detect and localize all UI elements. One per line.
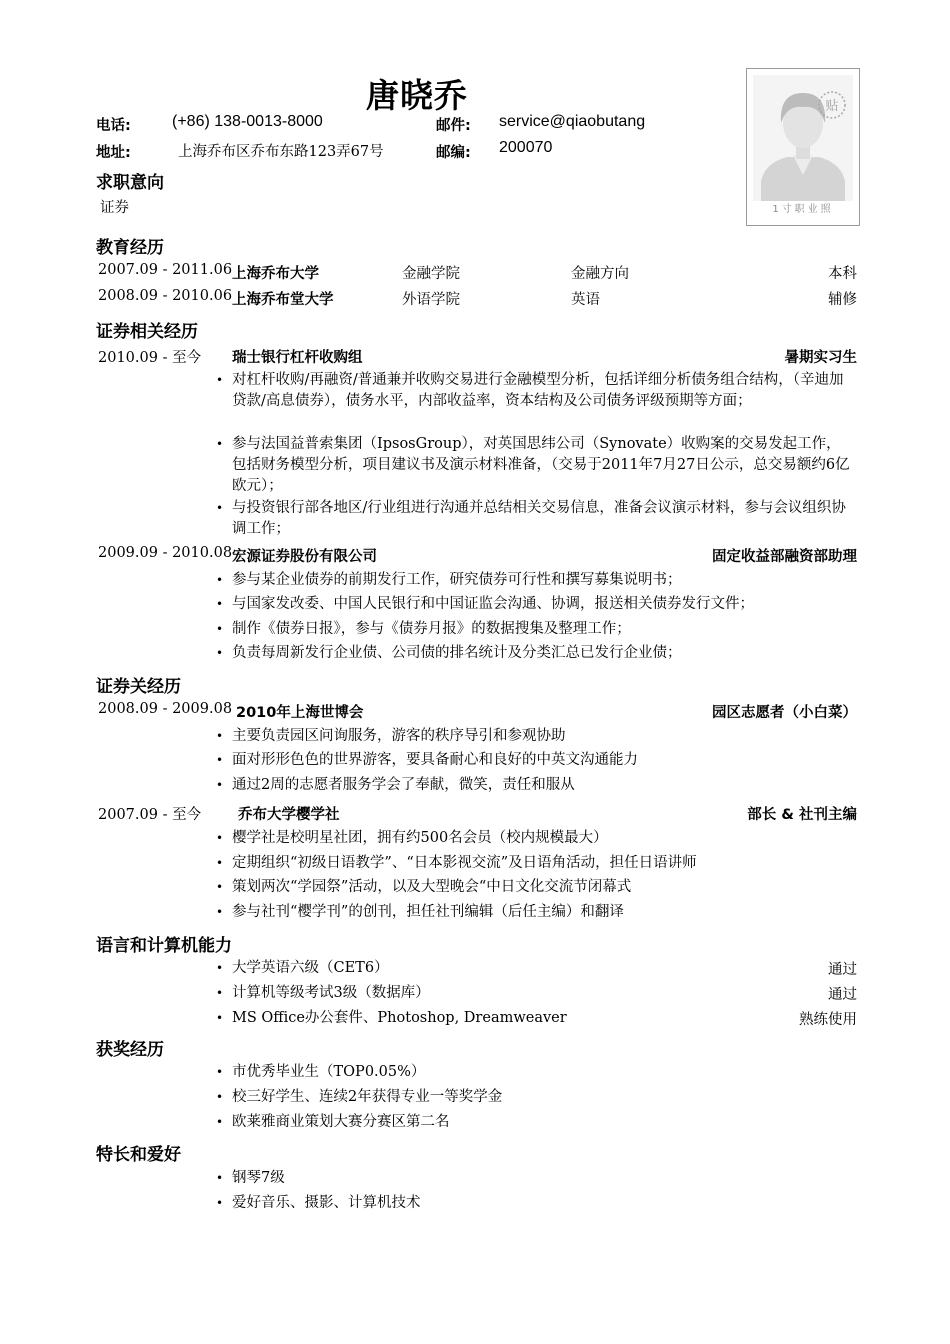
bullet-icon: •: [216, 646, 224, 660]
bullet-icon: •: [216, 753, 224, 767]
zip-value: 200070: [499, 139, 553, 156]
job-duty: 通过2周的志愿者服务学会了奉献，微笑，责任和服从: [232, 777, 575, 793]
edu-college: 外语学院: [402, 292, 460, 308]
bullet-icon: •: [216, 831, 224, 845]
job-duty: 与投资银行部各地区/行业组进行沟通并总结相关交易信息，准备会议演示材料，参与会议组织协调工作；: [232, 500, 846, 537]
job-org: 宏源证券股份有限公司: [232, 549, 377, 565]
edu-major: 英语: [571, 292, 600, 308]
job-duty: 面对形形色色的世界游客，要具备耐心和良好的中英文沟通能力: [232, 752, 638, 768]
address-label: 地址:: [96, 145, 131, 161]
skill-level: 熟练使用: [799, 1012, 857, 1028]
candidate-name: 唐晓乔: [366, 76, 468, 115]
job-role: 固定收益部融资部助理: [712, 549, 857, 565]
hobby-item: 钢琴7级: [232, 1170, 285, 1186]
edu-school: 上海乔布大学: [232, 266, 319, 282]
skill-level: 通过: [828, 987, 857, 1003]
bullet-icon: •: [216, 1011, 224, 1025]
bullet-icon: •: [216, 778, 224, 792]
bullet-icon: •: [216, 905, 224, 919]
zip-label: 邮编:: [436, 145, 471, 161]
award-item: 校三好学生、连续2年获得专业一等奖学金: [232, 1089, 503, 1105]
bullet-icon: •: [216, 373, 224, 387]
bullet-icon: •: [216, 1115, 224, 1129]
phone-label: 电话:: [96, 118, 131, 134]
skill-item: 大学英语六级（CET6）: [232, 960, 389, 976]
award-item: 市优秀毕业生（TOP0.05%）: [232, 1064, 426, 1080]
job-duty: 对杠杆收购/再融资/普通兼并收购交易进行金融模型分析，包括详细分析债务组合结构，（辛迪加贷款/高息债券），债务水平，内部收益率，资本结构及公司债务评级预期等方面；: [232, 372, 844, 409]
job-duty: 樱学社是校明星社团，拥有约500名会员（校内规模最大）: [232, 830, 608, 846]
bullet-icon: •: [216, 729, 224, 743]
edu-date: 2008.09 - 2010.06: [98, 288, 233, 304]
job-duty: 参与社刊“樱学刊”的创刊，担任社刊编辑（后任主编）和翻译: [232, 904, 624, 920]
skills-heading: 语言和计算机能力: [96, 936, 232, 956]
job-org: 瑞士银行杠杆收购组: [232, 350, 363, 366]
award-item: 欧莱雅商业策划大赛分赛区第二名: [232, 1114, 450, 1130]
job-duty: 参与法国益普索集团（IpsosGroup），对英国思纬公司（Synovate）收购案的交易发起工作，包括财务模型分析，项目建议书及演示材料准备，（交易于2011年7月27日公示，总交易额约6亿欧元）；: [232, 436, 850, 494]
hobby-item: 爱好音乐、摄影、计算机技术: [232, 1195, 421, 1211]
photo-caption: 1寸职业照: [772, 204, 834, 215]
hobbies-heading: 特长和爱好: [96, 1145, 181, 1165]
bullet-icon: •: [216, 1171, 224, 1185]
job-duty: 参与某企业债券的前期发行工作，研究债券可行性和撰写募集说明书；: [232, 572, 682, 588]
securities-heading: 证券相关经历: [96, 322, 198, 342]
email-label: 邮件:: [436, 118, 471, 134]
bullet-icon: •: [216, 880, 224, 894]
other-experience-heading: 证券关经历: [96, 677, 181, 697]
edu-school: 上海乔布堂大学: [232, 292, 334, 308]
photo-placeholder: [746, 68, 860, 226]
phone-value: (+86) 138-0013-8000: [172, 113, 323, 130]
email-value: service@qiaobutang: [499, 113, 646, 130]
education-heading: 教育经历: [96, 238, 164, 258]
job-duty: 主要负责园区问询服务，游客的秩序导引和参观协助: [232, 728, 566, 744]
edu-major: 金融方向: [571, 266, 629, 282]
bullet-icon: •: [216, 622, 224, 636]
bullet-icon: •: [216, 1196, 224, 1210]
job-date: 2009.09 - 2010.08: [98, 545, 233, 561]
skill-item: 计算机等级考试3级（数据库）: [232, 985, 430, 1001]
awards-heading: 获奖经历: [96, 1040, 164, 1060]
edu-college: 金融学院: [402, 266, 460, 282]
job-duty: 制作《债券日报》，参与《债券月报》的数据搜集及整理工作；: [232, 621, 631, 637]
bullet-icon: •: [216, 1065, 224, 1079]
job-date: 2010.09 - 至今: [98, 350, 202, 366]
edu-date: 2007.09 - 2011.06: [98, 262, 233, 278]
bullet-icon: •: [216, 856, 224, 870]
edu-degree: 本科: [828, 266, 857, 282]
bullet-icon: •: [216, 437, 224, 451]
job-org: 乔布大学樱学社: [238, 807, 340, 823]
job-duty: 定期组织“初级日语教学”、“日本影视交流”及日语角活动，担任日语讲师: [232, 855, 697, 871]
job-org: 2010年上海世博会: [236, 705, 364, 721]
job-role: 部长 & 社刊主编: [747, 807, 857, 823]
bullet-icon: •: [216, 1090, 224, 1104]
bullet-icon: •: [216, 961, 224, 975]
photo-stamp: 贴: [825, 99, 839, 114]
job-date: 2008.09 - 2009.08: [98, 701, 233, 717]
bullet-icon: •: [216, 573, 224, 587]
job-duty: 与国家发改委、中国人民银行和中国证监会沟通、协调，报送相关债券发行文件；: [232, 596, 754, 612]
bullet-icon: •: [216, 501, 224, 515]
job-date: 2007.09 - 至今: [98, 807, 202, 823]
job-role: 园区志愿者（小白菜）: [712, 705, 857, 721]
objective-heading: 求职意向: [96, 173, 164, 193]
skill-item: MS Office办公套件、Photoshop, Dreamweaver: [232, 1010, 567, 1026]
job-role: 暑期实习生: [784, 350, 857, 366]
address-value: 上海乔布区乔布东路123弄67号: [178, 144, 384, 160]
job-duty: 负责每周新发行企业债、公司债的排名统计及分类汇总已发行企业债；: [232, 645, 682, 661]
bullet-icon: •: [216, 597, 224, 611]
skill-level: 通过: [828, 962, 857, 978]
edu-degree: 辅修: [828, 292, 857, 308]
objective-value: 证券: [100, 200, 129, 216]
bullet-icon: •: [216, 986, 224, 1000]
job-duty: 策划两次“学园祭”活动，以及大型晚会“中日文化交流节闭幕式: [232, 879, 632, 895]
